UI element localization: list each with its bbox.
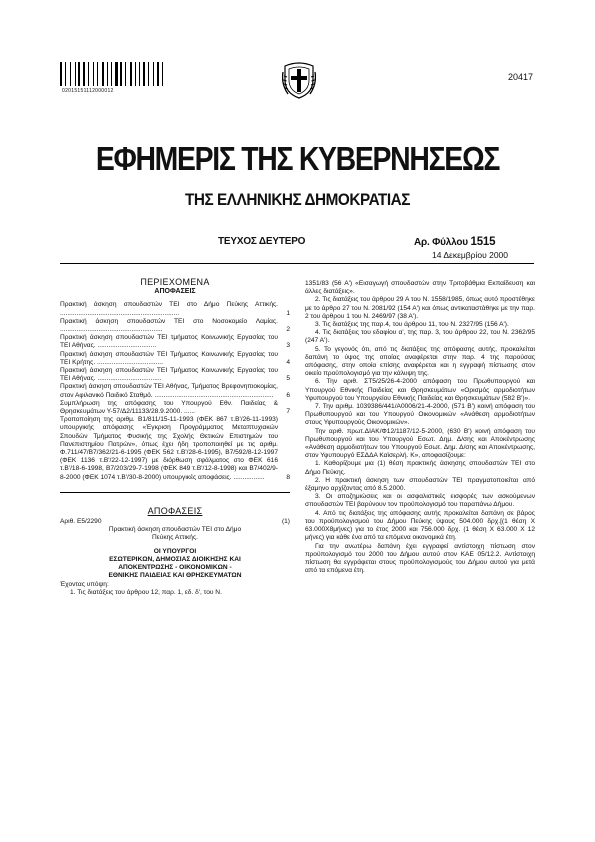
barcode-bar [95, 62, 96, 86]
toc-item-text: Συμπλήρωση της απόφασης του Υπουργού Εθν. Παιδείας & Θρησκευμάτων Υ-57/Δ2/11133/28.9.2000. ...... [60, 399, 278, 416]
barcode-bar [143, 62, 145, 86]
toc-item-page: 6 [286, 391, 290, 399]
toc-item-page: 7 [286, 408, 290, 416]
left-column [60, 278, 290, 597]
issue-date: 14 Δεκεμβρίου 2000 [432, 250, 509, 260]
barcode-bar [98, 62, 101, 86]
paragraph-1: 1351/83 (56 Α') «Εισαγωγή σπουδαστών στην Τριτοβάθμια Εκπαίδευση και άλλες διατάξεις». [305, 280, 535, 296]
sheet-number [414, 236, 495, 248]
gazette-subtitle: ΤΗΣ ΕΛΛΗΝΙΚΗΣ ΔΗΜΟΚΡΑΤΙΑΣ [185, 190, 410, 209]
toc-item [60, 416, 290, 482]
barcode-bar [86, 62, 87, 86]
toc-list [60, 301, 290, 481]
barcode-bar [109, 62, 111, 86]
page-number: 20417 [507, 72, 533, 82]
paragraph-9: 1. Καθορίζουμε μια (1) θέση πρακτικής άσκησης σπουδαστών ΤΕΙ στο Δήμο Πεύκης. [305, 460, 535, 476]
ministers-line-2: ΕΣΩΤΕΡΙΚΩΝ, ΔΗΜΟΣΙΑΣ ΔΙΟΙΚΗΣΗΣ ΚΑΙ [109, 555, 241, 563]
toc-item [60, 400, 290, 416]
barcode-bar [119, 62, 120, 86]
toc-item-page: 1 [286, 309, 290, 317]
barcode-bar [133, 62, 134, 86]
barcode-bar [102, 62, 104, 86]
barcode-bar [125, 62, 126, 86]
considering-label: Έχοντας υπόψη: [60, 580, 109, 588]
barcode-bar [148, 62, 149, 86]
toc-item-page: 2 [286, 326, 290, 334]
barcode-bar [60, 62, 62, 86]
toc-item-text: Πρακτική άσκηση σπουδαστών ΤΕΙ Τμήματος Κοινωνικής Εργασίας του ΤΕΙ Αθήνας. ................................... [60, 367, 278, 383]
toc-divider [60, 492, 290, 493]
barcode-bar [90, 62, 92, 86]
gazette-title: ΕΦΗΜΕΡΙΣ ΤΗΣ ΚΥΒΕΡΝΗΣΕΩΣ [95, 140, 500, 177]
paragraph-6: 6. Την αριθ. ΣΤ5/25/26-4-2000 απόφαση του Πρωθυπουργού και Υπουργού Εθνικής Παιδείας και Θρησκευμάτων «Ορισμός αρμοδιοτήτων Υφυπουργού του Υπουργείου Εθνικής Παιδείας και Θρησκευμάτων (582 Β')». [305, 378, 535, 402]
barcode-bar [81, 62, 82, 86]
paragraph-5: 5. Το γεγονός ότι, από τις διατάξεις της απόφασης αυτής, προκαλείται δαπάνη το ύψος της οποίας αναφέρεται στην παρ. 4 της παρούσας απόφασης, στην οποία επίσης αναφέρεται και η εγγραφή πίστωσης στον οικείο προϋπολογισμό για την κάλυψη της. [305, 345, 535, 378]
barcode-bar [141, 62, 142, 86]
barcode-bar [150, 62, 153, 86]
barcode-bar [107, 62, 108, 86]
decision-number: Αριθ. Ε5/2290 [60, 518, 102, 526]
paragraph-13: Για την ανωτέρω δαπάνη έχει εγγραφεί αντίστοιχη πίστωση στον προϋπολογισμό του 2000 του Δήμου αυτού στον ΚΑΕ 05/12.2. Αντίστοιχη πίστωση θα εγγράφεται στους προϋπολογισμούς του Δήμου αυτού για μετά από τα επόμενα έτη. [305, 542, 535, 575]
barcode-bar [135, 62, 136, 86]
barcode-bar [66, 62, 69, 86]
barcode-bar [137, 62, 138, 86]
barcode-bar [113, 62, 114, 86]
barcode-bar [130, 62, 133, 86]
toc-item-page: 8 [286, 473, 290, 481]
sheet-number-value: 1515 [470, 236, 496, 248]
right-column [305, 280, 535, 575]
barcode [60, 62, 166, 86]
barcode-bar [155, 62, 156, 86]
issue-label: ΤΕΥΧΟΣ ΔΕΥΤΕΡΟ [218, 236, 306, 247]
barcode-bar [163, 62, 165, 86]
toc-item [60, 301, 290, 317]
header-divider [60, 263, 534, 264]
toc-item-text: Τροποποίηση της αριθμ. Β1/811/15-11-1993 (ΦΕΚ 867 τ.Β'/26-11-1993) υπουργικής απόφασης «Έγκριση Προγράμματος Μεταπτυχιακών Σπουδών Τμήματος Φυσικής της Σχολής Θετικών Επιστημών του Πανεπιστημίου Πατρών», όπως έχει ήδη τροποποιηθεί με τις αριθμ. Φ.711/47/Β7/362/21-6-1995 (ΦΕΚ 562 τ.Β'/28-6-1995), Β7/592/8-12-1997 (ΦΕΚ 1136 τ.Β'/22-12-1997) με διόρθωση σφάλματος στο ΦΕΚ 616 τ.Β'/18-6-1998, Β7/203/29-7-1998 (ΦΕΚ 849 τ.Β'/12-8-1998) και Β7/402/9-8-2000 (ΦΕΚ 1074 τ.Β'/30-8-2000) υπουργικές αποφάσεις. ................. [60, 416, 278, 481]
ministers-line-1: ΟΙ ΥΠΟΥΡΓΟΙ [153, 547, 197, 555]
barcode-bar [93, 62, 94, 86]
barcode-bar [162, 62, 163, 86]
paragraph-11: 3. Οι αποζημιώσεις και οι ασφαλιστικές εισφορές των ασκούμενων σπουδαστών ΤΕΙ βαρύνουν τον προϋπολογισμό του παραπάνω Δήμου. [305, 493, 535, 509]
toc-item-text: Πρακτική άσκηση σπουδαστών ΤΕΙ στο Νοσοκομείο Λαμίας. ........................................................ [60, 317, 278, 334]
paragraph-3: 3. Τις διατάξεις της παρ.4, του άρθρου 11, του Ν. 2327/95 (156 Α'). [315, 321, 509, 329]
paragraph-4: 4. Τις διατάξεις του εδαφίου α', της παρ. 3, του άρθρου 22, του Ν. 2362/95 (247 Α'). [305, 329, 535, 345]
toc-item-page: 4 [286, 358, 290, 366]
barcode-bar [127, 62, 129, 86]
barcode-bar [115, 62, 118, 86]
decision-marker: (1) [281, 518, 290, 526]
toc-item [60, 351, 290, 367]
toc-item-page: 5 [286, 375, 290, 383]
paragraph-7: 7. Την αριθμ. 1039386/441/Α0006/21-4-2000, (571 Β') κοινή απόφαση του Πρωθυπουργού και του Υπουργού Οικονομικών «Ανάθεση αρμοδιοτήτων στους Υφυπουργούς Οικονομικών». [305, 403, 535, 427]
barcode-bar [153, 62, 154, 86]
paragraph-10: 2. Η πρακτική άσκηση των σπουδαστών ΤΕΙ πραγματοποιείται από έξαμηνο αρχίζοντας από 8.5.2000. [305, 476, 535, 493]
paragraph-2: 2. Τις διατάξεις του άρθρου 29 Α του Ν. 1558/1985, όπως αυτό προστέθηκε με το άρθρο 27 του Ν. 2081/92 (154 Α') και όπως αντικαταστάθηκε με την παρ. 2 του άρθρου 1 του Ν. 2469/97 (38 Α'). [305, 296, 535, 320]
toc-item-text: Πρακτική άσκηση σπουδαστών ΤΕΙ Αθήνας, Τμήματος Βρεφονηπιοκομίας, στον Αφιλανικό Παιδικό Σταθμό. ................................................................. [60, 383, 278, 399]
barcode-bar [123, 62, 124, 86]
paragraph-12: 4. Από τις διατάξεις της απόφασης αυτής προκαλείται δαπάνη σε βάρος του προϋπολογισμού του Δήμου Πεύκης ύψους 504.000 δρχ.[(1 θέση Χ 63.000Χ8μήνες) για το έτος 2000 και 756.000 δρχ. (1 θέση Χ 63.000 Χ 12 μήνες) για κάθε ένα από τα επόμενα οικονομικά έτη. [305, 509, 535, 542]
greek-coat-of-arms-icon [282, 60, 316, 100]
toc-heading: ΠΕΡΙΕΧΟΜΕΝΑ [140, 277, 210, 287]
barcode-number: 02015151112000012 [62, 88, 114, 94]
decisions-heading: ΑΠΟΦΑΣΕΙΣ [147, 505, 203, 516]
toc-item-text: Πρακτική άσκηση σπουδαστών ΤΕΙ τμήματος Κοινωνικής Εργασίας του ΤΕΙ Αθήνας. ................................ [60, 334, 278, 350]
barcode-bar [83, 62, 86, 86]
barcode-bar [78, 62, 80, 86]
barcode-bar [72, 62, 74, 86]
toc-item [60, 383, 290, 399]
paragraph-8: Την αριθ. πρωτ.ΔΙΑΚ/Φ12/1187/12-5-2000, (630 Β') κοινή απόφαση του Πρωθυπουργού και του Υπουργού Εσωτ. Δημ. Δ/σης και Αποκέντρωσης «Ανάθεση αρμοδιοτήτων του Υπουργού Εσωτ. Δημ. Δ/σης και Αποκέντρωσης, στον Υφυπουργό ΕΣΔΔΑ Καϊσερλή. Κ», αποφασίζουμε: [305, 427, 535, 460]
toc-item [60, 334, 290, 350]
toc-item [60, 367, 290, 383]
decision-subject: Πρακτική άσκηση σπουδαστών ΤΕΙ στο Δήμο Πεύκης Αττικής. [108, 526, 242, 542]
barcode-bar [97, 62, 98, 86]
toc-item-text: Πρακτική άσκηση σπουδαστών ΤΕΙ στο Δήμο Πεύκης Αττικής. ................................................................. [60, 301, 278, 317]
barcode-bar [63, 62, 64, 86]
sheet-label: Αρ. Φύλλου [414, 237, 468, 248]
toc-item [60, 318, 290, 334]
considering-item-1: 1. Τις διατάξεις του άρθρου 12, παρ. 1, εδ. δ', του Ν. [70, 588, 222, 596]
toc-item-text: Πρακτική άσκηση σπουδαστών ΤΕΙ Τμήματος Κοινωνικής Εργασίας του ΤΕΙ Κρήτης. .................................... [60, 350, 278, 366]
barcode-bar [75, 62, 76, 86]
barcode-bar [76, 62, 77, 86]
toc-subheading: ΑΠΟΦΑΣΕΙΣ [154, 288, 196, 296]
ministers-line-4: ΕΘΝΙΚΗΣ ΠΑΙΔΕΙΑΣ ΚΑΙ ΘΡΗΣΚΕΥΜΑΤΩΝ [108, 572, 242, 580]
barcode-bar [111, 62, 112, 86]
barcode-bar [120, 62, 122, 86]
barcode-bar [146, 62, 147, 86]
barcode-bar [70, 62, 71, 86]
barcode-bar [88, 62, 89, 86]
barcode-bar [65, 62, 66, 86]
barcode-bar [139, 62, 141, 86]
barcode-bar [160, 62, 161, 86]
barcode-bar [157, 62, 159, 86]
ministers-line-3: ΑΠΟΚΕΝΤΡΩΣΗΣ - ΟΙΚΟΝΟΜΙΚΩΝ - [118, 564, 232, 572]
barcode-bar [105, 62, 106, 86]
toc-item-page: 3 [286, 342, 290, 350]
